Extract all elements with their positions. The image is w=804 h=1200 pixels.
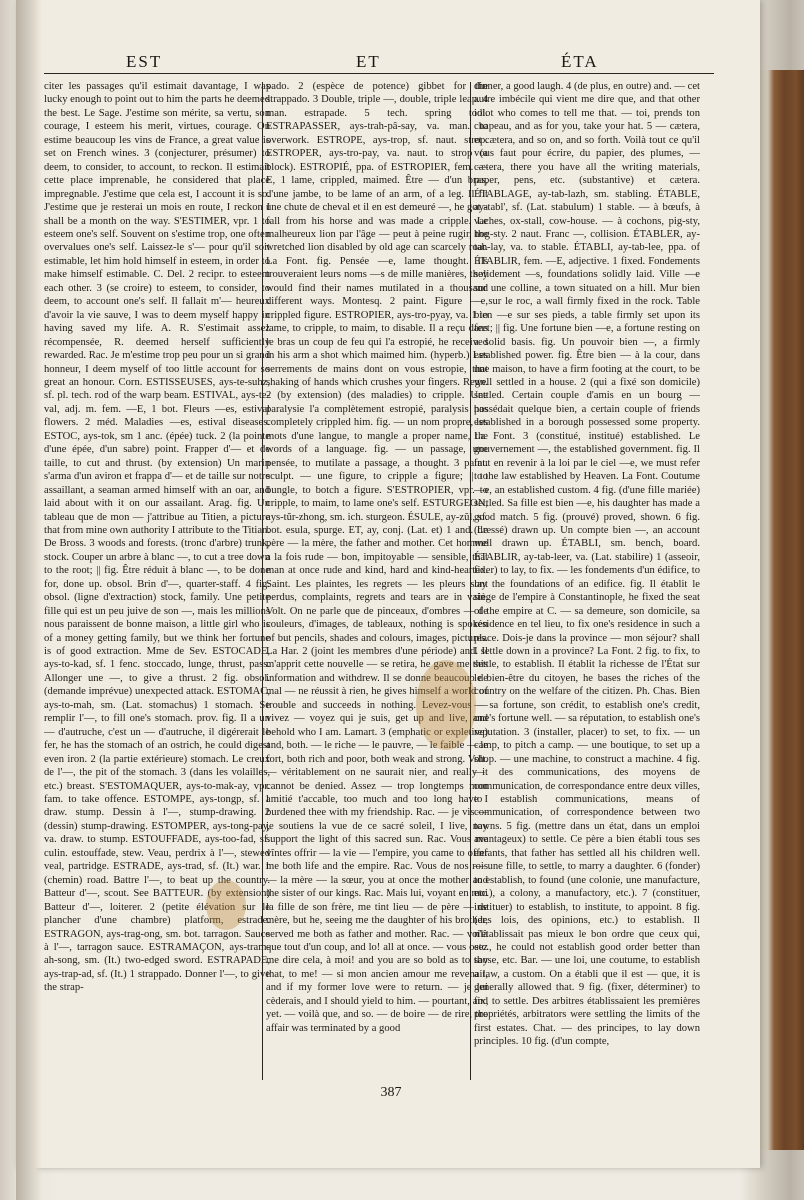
running-head-center: ET	[356, 52, 381, 71]
dictionary-page	[16, 0, 760, 1168]
water-stain-small	[206, 880, 246, 930]
water-stain	[416, 660, 476, 750]
column-1	[44, 80, 270, 1084]
column-3	[474, 80, 700, 1084]
page-number: 387	[380, 1085, 402, 1100]
column-3-text: dinner, a good laugh. 4 (de plus, en outre) and. — cet autre imbécile qui vient me dire que, and that other idiot who comes to tell me that. — toi, prends ton chapeau, and as for you, take your hat. 5 — cætera, et cætera, and so on, and so forth. Voilà tout ce qu'il vous faut pour écrire, du papier, des plumes, — cætera, there you have all the writing materials, paper, pens, etc. (substantive) et cætera. ÉTABLAGE, ay-tab-lazh, sm. stabling. ÉTABLE, ay-tabl', sf. (Lat. stabulum) 1 stable. — à bœufs, à vaches, ox-stall, cow-house. — à cochons, pig-sty, hog-sty. 2 naut. Franc —, collision. ÉTABLER, ay-tab-lay, va. to stable. ÉTABLI, ay-tab-lee, ppa. of ÉTABLIR, fem. —E, adjective. 1 fixed. Fondements solidement —s, foundations solidly laid. Ville —e sur une colline, a town situated on a hill. Mur bien — sur le roc, a wall firmly fixed in the rock. Table bien —e sur ses pieds, a table firmly set upon its feet; || fig. Une fortune bien —e, a fortune resting on a solid basis. fig. Un pouvoir bien —, a firmly established power. fig. Être bien — à la cour, dans une maison, to have a firm footing at the court, to be well settled in a house. 2 (qui a fixé son domicile) settled. Certain couple d'amis en un bourg — possédait quelque bien, a certain couple of friends established in a borough possessed some property. La Font. 3 (constitué, institué) established. Le gouvernement —, the established government. fig. Il faut en revenir à la loi par le ciel —e, we must refer to the law established by Heaven. La Font. Coutume —e, an established custom. 4 fig. (d'une fille mariée) settled. Sa fille est bien —e, his daughter has made a good match. 5 fig. (prouvé) proved, shown. 6 fig. (dressé) drawn up. Un compte bien —, an account well drawn up. ÉTABLI, sm. bench, board. ÉTABLIR, ay-tab-leer, va. (Lat. stabilire) 1 (asseoir, fixer) to lay, to fix. — les fondements d'un édifice, to lay the foundations of an edifice. fig. Il établit le siège de l'empire à Constantinople, he fixed the seat of the empire at C. — sa demeure, son domicile, sa résidence en tel lieu, to fix one's residence in such a place. Dois-je dans la province — mon séjour? shall I settle down in a province? La Font. 2 fig. to fix, to settle, to establish. Il établit la richesse de l'État sur le bien-être du citoyen, he bases the riches of the country on the welfare of the citizen. Ph. Chas. Bien — sa fortune, son crédit, to establish one's credit, one's fortune well. — sa réputation, to establish one's reputation. 3 (installer, placer) to set, to fix. — un camp, to pitch a camp. — une boutique, to set up a shop. — une machine, to construct a machine. 4 fig. — des communications, des moyens de communication, de correspondance entre deux villes, to establish communications, means of communication, of correspondence between two towns. 5 fig. (mettre dans un état, dans un emploi avantageux) to settle. Ce père a bien établi tous ses enfants, that father has settled all his children well. — une fille, to settle, to marry a daughter. 6 (fonder) to establish, to found (une colonie, une manufacture, etc.), a colony, a manufactory, etc.). 7 (constituer, instituer) to establish, to institute, to appoint. 8 fig. (des lois, des opinions, etc.) to establish. Il n'établissait pas mieux le bon ordre que ceux qui, etc., he could not establish good order better than those, etc. Bar. — une loi, une coutume, to establish a law, a custom. On a établi que il est — que, it is generally allowed that. 9 fig. (fixer, déterminer) to fix, to settle. Des arbitres établissaient les premières propriétés, arbitrators were settling the limits of the first estates. Chat. — des principes, to lay down principles. 10 fig. (d'un compte,	[474, 81, 700, 1048]
running-head-right: ÉTA	[561, 52, 599, 71]
page-curl-shadow	[16, 0, 42, 1200]
column-1-text: citer les passages qu'il estimait davantage, I was lucky enough to point out to him the parts he deemed the best. Le Sage. J'estime son mérite, sa vertu, son courage, I esteem his merit, virtues, courage. On estime beaucoup les vins de France, a great value is set on French wines. 3 (conjecturer, présumer) to deem, to consider, to account, to reckon. Il estimait cette place imprenable, he considered that place impregnable. J'estime que cela est, I account it is so. J'estime que je resterai un mois en route, I reckon I shall be a month on the way. S'ESTIMER, vpr. 1 to esteem one's self. Souvent on s'estime trop, one often overvalues one's self. Laissez-le s'— pour qu'il soit estimable, let him hold himself in esteem, in order to make himself estimable. C. Del. 2 recipr. to esteem each other. 3 (se croire) to esteem, to consider, to deem, to account one's self. Il fallait m'— heureux d'avoir la vie sauve, I was to deem myself happy in having saved my life. A. R. S'estimait assez récompensée, R. deemed herself sufficiently rewarded. Rac. Je m'estime trop peu pour un si grand honneur, I deem myself of too little account for so great an honour. Corn. ESTISSEUSES, ays-te-suhz, sf. pl. tech. rod of the warp beam. ESTIVAL, ays-te-val, adj. m. fem. —E, 1 bot. Fleurs —es, estival flowers. 2 méd. Maladies —es, estival diseases. ESTOC, ays-tok, sm 1 anc. (épée) tuck. 2 (la pointe d'une épée, d'un sabre) point. Frapper d'— et de taille, to cut and thrust. (by extension) Un marin s'arma d'un aviron et frappa d'— et de taille sur notre assaillant, a seaman armed himself with an oar, and laid about with it on our assailant. Arag. fig. Un tableau que de mon — j'attribue au Titien, a picture that from mine own authority I attribute to the Titian. De Bross. 3 woods and forests. (tronc d'arbre) trunk, stock. Couper un arbre à blanc —, to cut a tree down to the root; || fig. Être réduit à blanc —, to be done for, done up. obsol. Brin d'—, quarter-staff. 4 fig. obsol. (ligne d'extraction) stock, family. Une petite fille qui est un peu juive de son —, mais les millions nous paraissent de bonne maison, a little girl who is of a money getting family, but we think her fortune is of good extraction. Mme de Sev. ESTOCADE, ays-to-kad, sf. 1 fenc. stoccado, lunge, thrust, pass. Allonger une —, to give a thrust. 2 fig. obsol. (demande imprévue) unexpected attack. ESTOMAC, ays-to-mah, sm. (Lat. stomachus) 1 stomach. Se remplir l'—, to fill one's stomach. prov. fig. Il a un — d'autruche, c'est un — d'autruche, il digérerait le fer, he has the stomach of an ostrich, he could digest even iron. 2 (la partie extérieure) stomach. Le creux de l'—, the pit of the stomach. 3 (dans les volailles, etc.) breast. S'ESTOMAQUER, ays-to-mak-ay, vpr. fam. to take offence. ESTOMPE, ays-tongp, sf. 1 draw. stump. Dessin à l'—, stump-drawing. 2 (dessin) stump-drawing. ESTOMPER, ays-tong-pay, va. draw. to stump. ESTOUFFADE, ays-too-fad, sf. culin. estouffade, stew. Veau, perdrix à l'—, stewed veal, partridge. ESTRADE, ays-trad, sf. (It.) war. 1 (chemin) road. Battre l'—, to beat up the country. Batteur d'—, scout. See BATTEUR. (by extension) Batteur d'—, loiterer. 2 (petite élévation sur le plancher d'une chambre) platform, estrade. ESTRAGON, ays-trag-ong, sm. bot. tarragon. Sauce à l'—, tarragon sauce. ESTRAMAÇON, ays-tram-ah-song, sm. (It.) two-edged sword. ESTRAPADE, ays-trap-ad, sf. (It.) 1 strappado. Donner l'—, to give the strap-	[44, 81, 270, 994]
book-spine-edge	[758, 70, 804, 1150]
column-2-text: pado. 2 (espèce de potence) gibbet for the strappado. 3 Double, triple —, double, triple leap. 4 man. estrapade. 5 tech. spring tool. ESTRAPASSER, ays-trah-pâ-say, va. man. to overwork. ESTROPE, ays-trop, sf. naut. strop. ESTROPER, ays-tro-pay, va. naut. to strop (a block). ESTROPIÉ, ppa. of ESTROPIER, fem. —E, 1 lame, crippled, maimed. Être — d'un bras, d'une jambe, to be lame of an arm, of a leg. Il fit une chute de cheval et il en est demeuré —, he got a fall from his horse and was made a cripple. Le malheureux lion par l'âge — peut à peine rugir, the wretched lion disabled by old age can scarcely roar. La Font. fig. Pensée —e, lame thought. Ils trouveraient leurs noms —s de mille manières, they would find their names mutilated in a thousand different ways. Montesq. 2 paint. Figure —e, crippled figure. ESTROPIER, ays-tro-pyay, va. 1 to lame, to cripple, to maim, to disable. Il a reçu dans le bras un coup de feu qui l'a estropié, he received in his arm a shot which maimed him. (hyperb.) Les serrements de mains dont on vous estropie, that shaking of hands which crushes your fingers. Regn. 2 (by extension) (des maladies) to cripple. Une paralysie l'a complètement estropié, paralysis has completely crippled him. fig. — un nom propre, les mots d'une langue, to mangle a proper name, the words of a language. fig. — un passage, une pensée, to mutilate a passage, a thought. 3 paint. sculpt. — une figure, to cripple a figure; || to bungle, to botch a figure. S'ESTROPIER, vpr. to cripple, to maim, to lame one's self. ESTURGEON, ays-tŭr-zhong, sm. ich. sturgeon. ÉSULE, ay-zŭl, sf. bot. esula, spurge. ET, ay, conj. (Lat. et) 1 and. Le père — la mère, the father and mother. Cet homme a la fois rude — bon, impitoyable — sensible, that man at once rude and kind, hard and kind-hearted. Saint. Les plaintes, les regrets — les pleurs sont perdus, complaints, regrets and tears are in vain. Volt. On ne parle que de pinceaux, d'ombres — de couleurs, d'images, de tableaux, nothing is spoken of but pencils, shades and colours, images, pictures. La Har. 2 (joint les membres d'une période) and. Il m'apprit cette nouvelle — se retira, he gave me this information and withdrew. Il se donne beaucoup de mal — ne réussit à rien, he gives himself a world of trouble and succeeds in nothing. Levez-vous — vivez — voyez qui je suis, get up and live, and behold who I am. Lamart. 3 (emphatic or expletive) and, both. — le riche — le pauvre, — le faible — le fort, both rich and poor, both weak and strong. Volt. — véritablement on ne saurait nier, and really it cannot be denied. Assez — trop longtemps mon amitié t'accable, too much and too long have I burdened thee with my friendship. Rac. — je vis — je soutiens la vue de ce sacré soleil, I live, nay support the light of this sacred sun. Rac. Vous me vîntes offrir — la vie — l'empire, you came to offer me both life and the empire. Rac. Vous de nos rois — la mère — la sœur, you at once the mother and the sister of our kings. Rac. Mais lui, voyant en moi la fille de son frère, me tint lieu — de père — de mère, but he, seeing me the daughter of his brother, served me both as father and mother. Rac. — voilà que tout d'un coup, and lo! all at once. — vous osez me dire cela, à moi! and you are so bold as to say that, to me! — si mon ancien amour me revenait, and if my former love were to return. — je lui cèderais, and I should yield to him. — pourtant, and yet. — voilà que, and so. — de boire — de rire, the affair was terminated by a good	[266, 81, 488, 1034]
running-head-left: EST	[126, 52, 163, 71]
header-rule	[44, 73, 714, 74]
column-2	[266, 80, 488, 1084]
